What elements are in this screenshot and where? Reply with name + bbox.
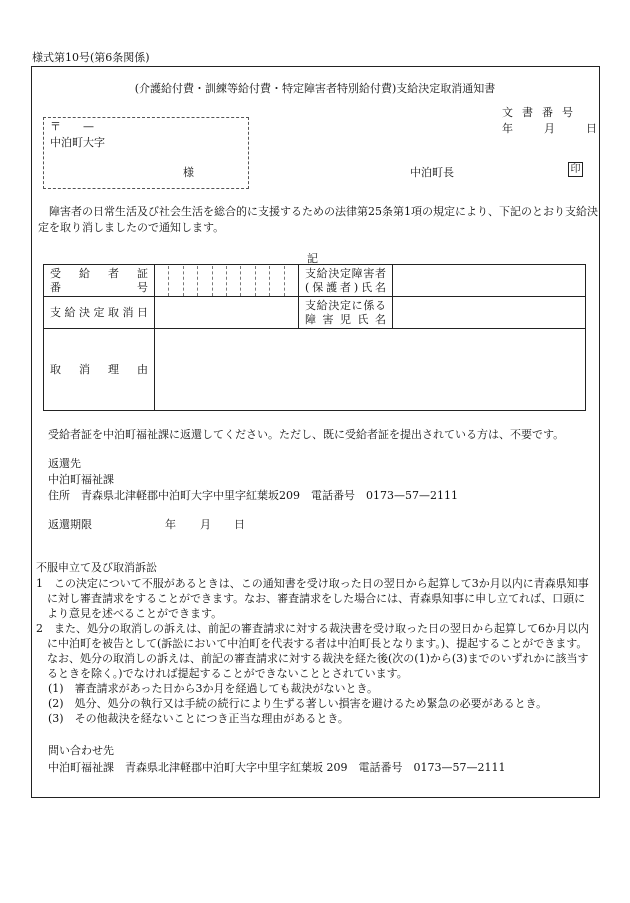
return-deadline-label: 返還期限 <box>48 518 92 531</box>
deadline-day-label: 日 <box>234 518 245 531</box>
official-seal-mark: 印 <box>568 162 583 177</box>
objection-item-1: 1 この決定について不服があるときは、この通知書を受け取った日の翌日から起算して3か月以内に青森県知事に対し審査請求をすることができます。なお、審査請求をした場合には、青森県知事に申し立てれば、口頭により意見を述べることができます。 <box>36 577 589 620</box>
table-row <box>44 297 586 329</box>
date-month-label: 月 <box>544 122 555 135</box>
intro-paragraph: 障害者の日常生活及び社会生活を総合的に支援するための法律第25条第1項の規定により、下記のとおり支給決定を取り消しましたので通知します。 <box>38 205 598 234</box>
cert-number-label: 受給者証 番号 <box>44 265 155 297</box>
contact-heading: 問い合わせ先 <box>48 744 114 757</box>
document-date <box>502 120 597 136</box>
cert-number-digit-cells <box>155 265 299 297</box>
child-name-label: 支給決定に係る 障害児氏名 <box>299 297 393 329</box>
return-deadline <box>48 516 248 532</box>
objection-sub-3: (3) その他裁決を経ないことにつき正当な理由があるとき。 <box>48 712 349 725</box>
return-to-office: 中泊町福祉課 <box>48 473 114 486</box>
recipient-name-cell <box>393 265 586 297</box>
ki-heading: 記 <box>307 252 318 265</box>
honorific-sama: 様 <box>183 166 194 179</box>
reason-label: 取消理由 <box>44 329 155 411</box>
contact-line: 中泊町福祉課 青森県北津軽郡中泊町大字中里字紅葉坂 209 電話番号 0173—57—2111 <box>48 761 506 774</box>
form-number-label: 様式第10号(第6条関係) <box>32 51 150 64</box>
child-name-cell <box>393 297 586 329</box>
details-table <box>43 264 586 411</box>
date-year-label: 年 <box>502 122 513 135</box>
objection-item-2: 2 また、処分の取消しの訴えは、前記の審査請求に対する裁決書を受け取った日の翌日から起算して6か月以内に中泊町を被告として(訴訟において中泊町を代表する者は中泊町長となります。)、提起することができます。なお、処分の取消しの訴えは、前記の審査請求に対する裁決を経た後(次の(1)から(3)までのいずれかに該当するときを除く。)でなければ提起することができないこととされています。 <box>36 622 589 680</box>
return-note: 受給者証を中泊町福祉課に返還してください。ただし、既に受給者証を提出されている方は、不要です。 <box>48 428 565 441</box>
document-number-label: 文書番号 <box>502 106 582 119</box>
deadline-year-label: 年 <box>165 518 176 531</box>
recipient-address: 中泊町大字 <box>50 136 105 149</box>
objection-heading: 不服申立て及び取消訴訟 <box>36 561 157 574</box>
postal-code-mark: 〒 — <box>50 120 94 133</box>
table-row <box>44 265 586 297</box>
return-to-heading: 返還先 <box>48 457 81 470</box>
recipient-name-label: 支給決定障害者 (保護者)氏名 <box>299 265 393 297</box>
objection-section <box>36 560 594 726</box>
return-to-address: 住所 青森県北津軽郡中泊町大字中里字紅葉坂209 電話番号 0173—57—2111 <box>48 489 458 502</box>
objection-sub-2: (2) 処分、処分の執行又は手続の続行により生ずる著しい損害を避けるため緊急の必要があるとき。 <box>48 697 548 710</box>
table-row <box>44 329 586 411</box>
objection-sub-1: (1) 審査請求があった日から3か月を経過しても裁決がないとき。 <box>48 682 379 695</box>
cancel-date-label: 支給決定取消日 <box>44 297 155 329</box>
cancel-date-cell <box>155 297 299 329</box>
deadline-month-label: 月 <box>200 518 211 531</box>
document-title: (介護給付費・訓練等給付費・特定障害者特別給付費)支給決定取消通知書 <box>134 82 496 95</box>
date-day-label: 日 <box>586 122 597 135</box>
reason-cell <box>155 329 586 411</box>
issuer-mayor: 中泊町長 <box>410 166 454 179</box>
